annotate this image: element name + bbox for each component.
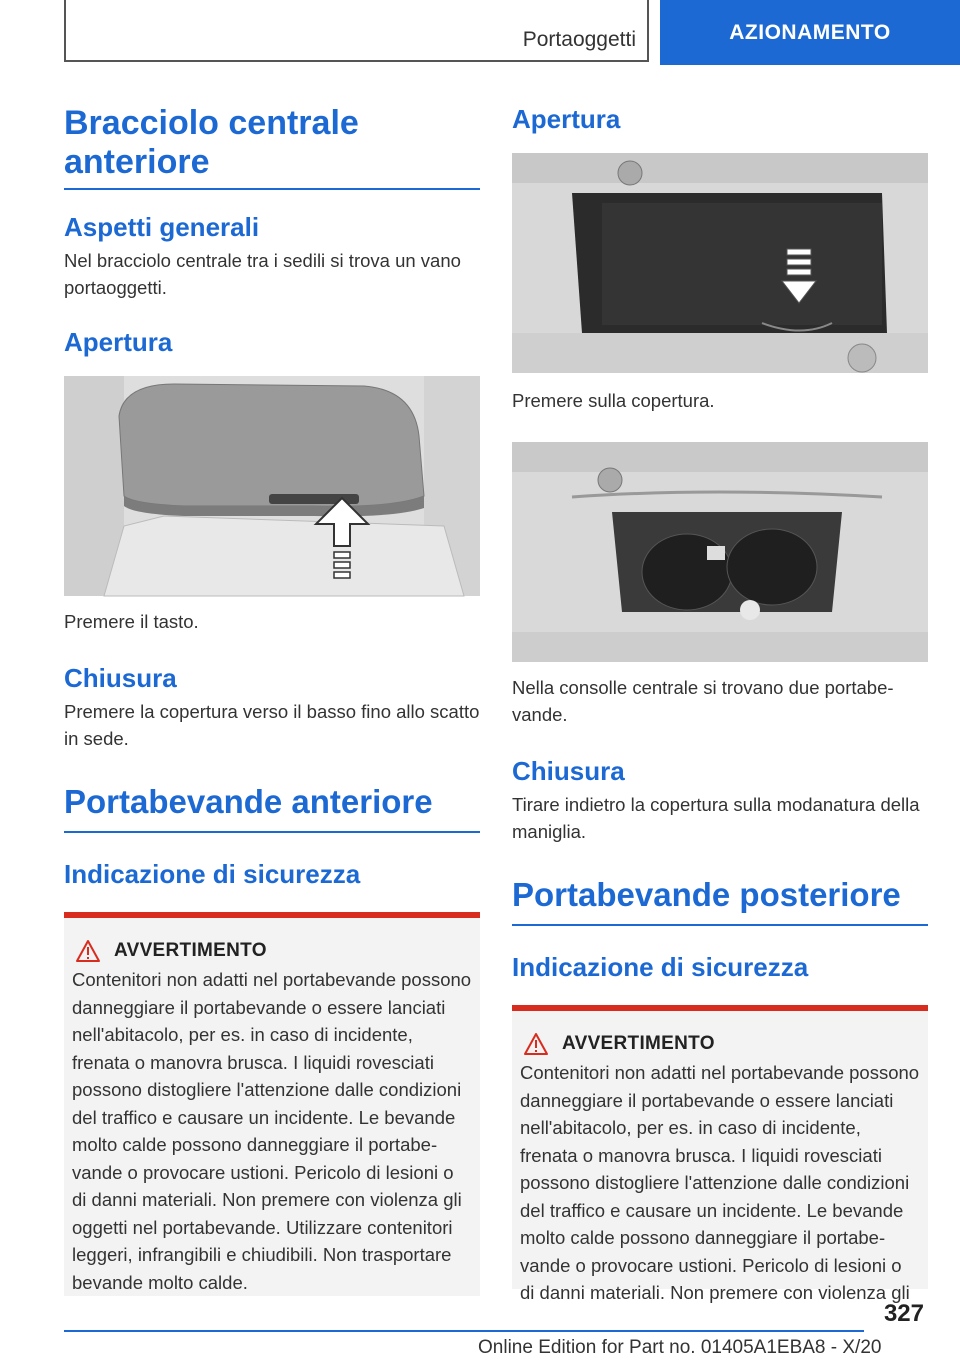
page-number: 327 xyxy=(883,1300,924,1327)
left-column xyxy=(64,104,480,1296)
header-chapter-tab[interactable]: AZIONAMENTO xyxy=(660,0,960,65)
warning-title: AVVERTIMENTO xyxy=(562,1033,715,1054)
heading-rear-cupholder: Portabevande posteriore xyxy=(512,875,928,926)
heading-opening: Apertura xyxy=(64,327,173,357)
warning-text: Contenitori non adatti nel portabevande possono danneggiare il portabevande o essere lanciati nell'abitacolo, per es. in caso di incidente, frenata o manovra brusca. I liquidi rovesciati possono distogliere l'attenzione dalle condizioni del traffico e causare un incidente. Le bevande molto calde possono danneggiare il portabevande o provocare ustioni. Pericolo di lesioni o di danni materiali. Non premere con violenza gli xyxy=(520,1062,920,1303)
warning-title: AVVERTIMENTO xyxy=(114,940,267,961)
heading-closing: Chiusura xyxy=(64,663,177,693)
cupholder-illustration xyxy=(512,442,928,662)
warning-text: Contenitori non adatti nel portabevande possono danneggiare il portabevande o essere lanciati nell'abitacolo, per es. in caso di incidente, frenata o manovra brusca. I liquidi rovesciati possono distogliere l'attenzione dalle condizioni del traffico e causare un incidente. Le bevande molto calde possono danneggiare il portabevande o provocare ustioni. Pericolo di lesioni o di danni materiali. Non premere con violenza gli oggetti nel portabevande. Utilizzare contenitori leggeri, infrangibili e chiudibili. Non trasportare bevande molto calde. xyxy=(72,969,472,1293)
header-section-title: Portaoggetti xyxy=(522,28,636,51)
heading-opening-right: Apertura xyxy=(512,104,621,134)
text-closing-right: Tirare indietro la copertura sulla modanatura della maniglia. xyxy=(512,794,920,842)
warning-triangle-icon xyxy=(76,940,100,962)
heading-general: Aspetti generali xyxy=(64,212,260,242)
footer-edition: Online Edition for Part no. 01405A1EBA8 - X/20 xyxy=(478,1337,882,1358)
text-closing: Premere la copertura verso il basso fino allo scatto in sede. xyxy=(64,701,480,749)
warning-box-front xyxy=(64,912,480,1296)
footer-divider xyxy=(64,1330,864,1332)
armrest-illustration xyxy=(64,376,480,596)
armrest-drawing xyxy=(64,376,480,596)
heading-front-cupholder: Portabevande anteriore xyxy=(64,782,480,833)
console-cover-illustration xyxy=(512,153,928,373)
heading-safety-front: Indicazione di sicurezza xyxy=(64,859,361,889)
caption-press-button: Premere il tasto. xyxy=(64,611,199,632)
warning-triangle-icon xyxy=(524,1033,548,1055)
heading-front-armrest: Bracciolo centrale anteriore xyxy=(64,104,480,190)
text-general: Nel bracciolo centrale tra i sedili si trova un vano portaoggetti. xyxy=(64,250,461,298)
heading-closing-right: Chiusura xyxy=(512,756,625,786)
right-column xyxy=(512,104,928,1303)
caption-press-cover: Premere sulla copertura. xyxy=(512,390,715,411)
caption-cupholders: Nella consolle centrale si trovano due portabevande. xyxy=(512,677,894,725)
heading-safety-rear: Indicazione di sicurezza xyxy=(512,952,809,982)
cupholder-drawing xyxy=(512,442,928,662)
warning-box-rear xyxy=(512,1005,928,1303)
console-cover-drawing xyxy=(512,153,928,373)
